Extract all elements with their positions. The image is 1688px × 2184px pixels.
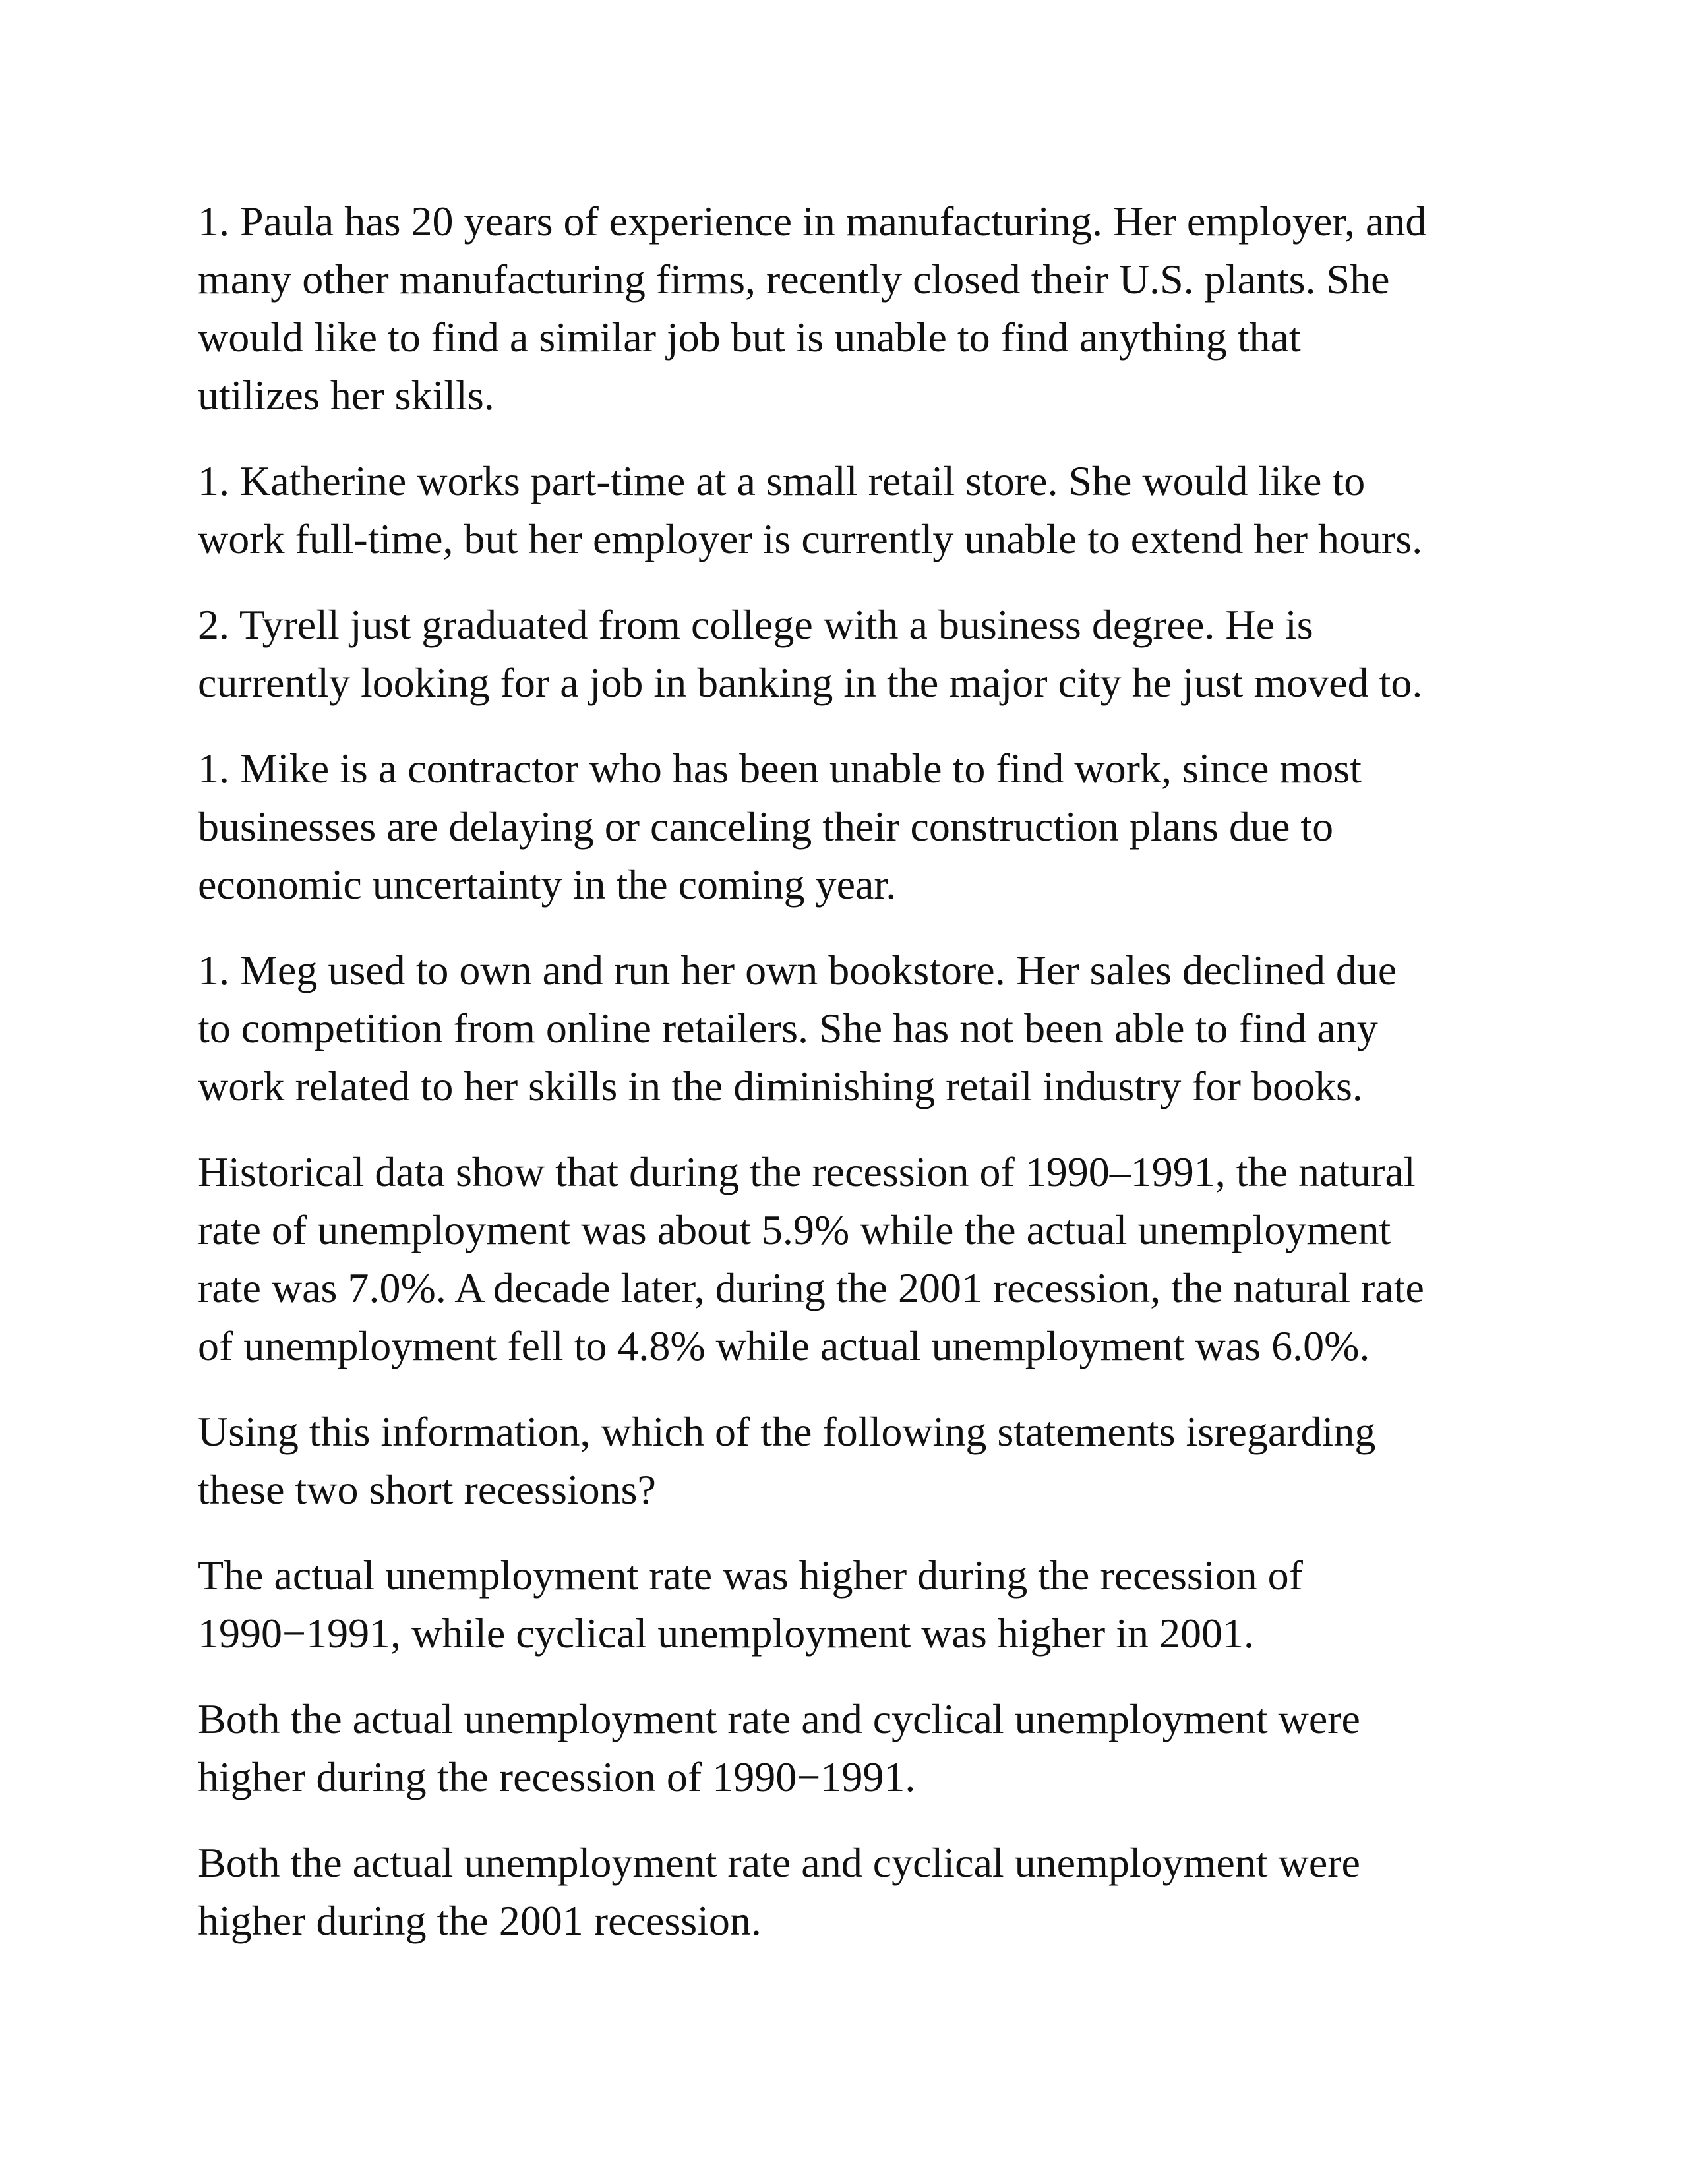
text-line: higher during the recession of 1990−1991.: [198, 1754, 916, 1800]
text-line: 1990−1991, while cyclical unemployment was higher in 2001.: [198, 1610, 1254, 1657]
text-line: Using this information, which of the following statements isregarding: [198, 1408, 1376, 1455]
paragraph-tyrell: [198, 596, 1503, 712]
paragraph-question: [198, 1403, 1503, 1519]
paragraph-katherine: [198, 452, 1503, 568]
document-body: [198, 192, 1503, 1978]
text-line: work full-time, but her employer is currently unable to extend her hours.: [198, 516, 1423, 562]
text-line: economic uncertainty in the coming year.: [198, 861, 897, 908]
text-line: 2. Tyrell just graduated from college with a business degree. He is: [198, 601, 1313, 648]
text-line: rate of unemployment was about 5.9% while the actual unemployment: [198, 1206, 1391, 1253]
text-line: Both the actual unemployment rate and cyclical unemployment were: [198, 1839, 1360, 1886]
text-line: currently looking for a job in banking in the major city he just moved to.: [198, 659, 1423, 706]
text-line: rate was 7.0%. A decade later, during the 2001 recession, the natural rate: [198, 1264, 1424, 1311]
text-line: would like to find a similar job but is unable to find anything that: [198, 314, 1301, 361]
text-line: businesses are delaying or canceling their construction plans due to: [198, 803, 1334, 850]
text-line: 1. Mike is a contractor who has been unable to find work, since most: [198, 745, 1362, 792]
text-line: The actual unemployment rate was higher during the recession of: [198, 1552, 1303, 1599]
text-line: 1. Paula has 20 years of experience in manufacturing. Her employer, and: [198, 198, 1427, 245]
text-line: higher during the 2001 recession.: [198, 1897, 762, 1944]
paragraph-paula: [198, 192, 1503, 425]
paragraph-mike: [198, 740, 1503, 914]
text-line: 1. Katherine works part-time at a small retail store. She would like to: [198, 457, 1366, 504]
text-line: work related to her skills in the diminishing retail industry for books.: [198, 1063, 1363, 1109]
text-line: of unemployment fell to 4.8% while actual unemployment was 6.0%.: [198, 1322, 1370, 1369]
paragraph-meg: [198, 941, 1503, 1115]
text-line: Both the actual unemployment rate and cyclical unemployment were: [198, 1696, 1360, 1742]
answer-option-2: [198, 1690, 1503, 1806]
text-line: these two short recessions?: [198, 1466, 656, 1513]
text-line: many other manufacturing firms, recently closed their U.S. plants. She: [198, 256, 1390, 303]
text-line: utilizes her skills.: [198, 372, 495, 419]
paragraph-historical-data: [198, 1143, 1503, 1375]
answer-option-1: [198, 1547, 1503, 1663]
text-line: 1. Meg used to own and run her own bookstore. Her sales declined due: [198, 947, 1397, 993]
answer-option-3: [198, 1834, 1503, 1950]
text-line: Historical data show that during the recession of 1990–1991, the natural: [198, 1148, 1416, 1195]
text-line: to competition from online retailers. She has not been able to find any: [198, 1005, 1378, 1051]
